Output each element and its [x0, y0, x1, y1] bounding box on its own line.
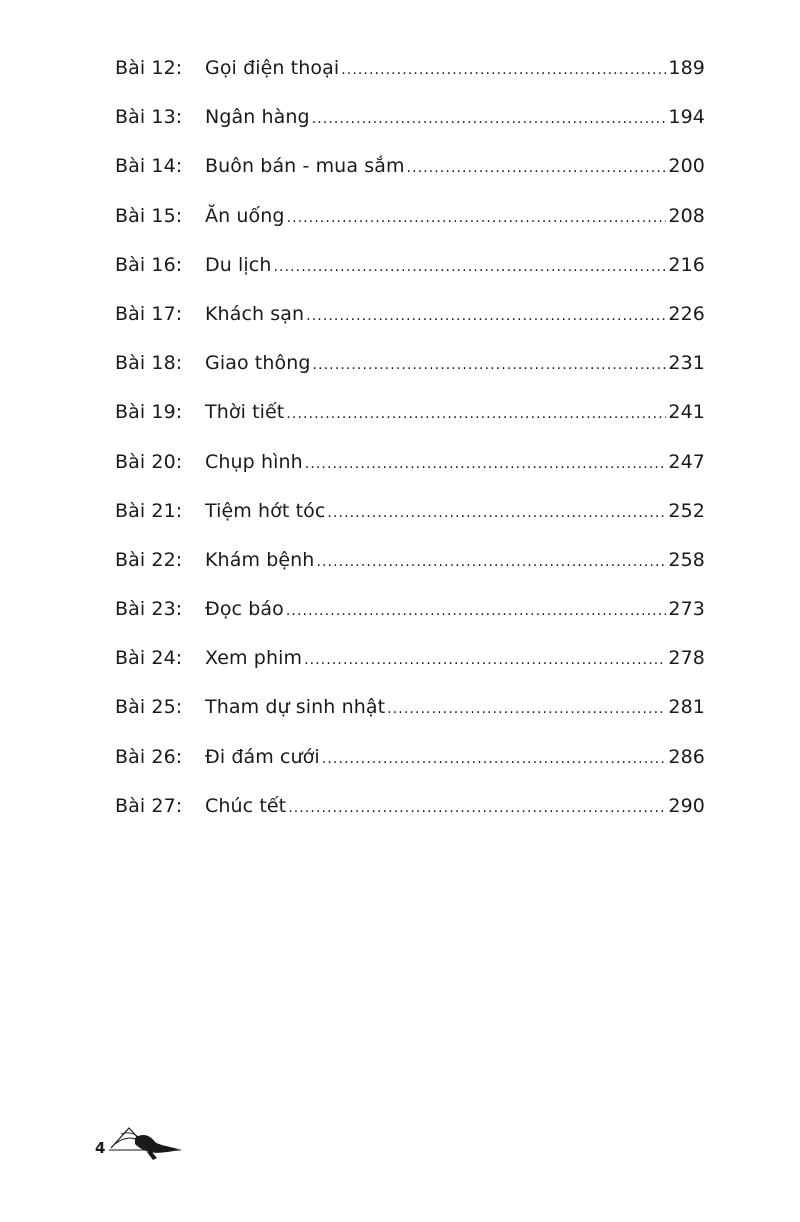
- lesson-title: Chụp hình: [205, 450, 303, 473]
- lesson-title: Khách sạn: [205, 302, 305, 325]
- page-reference: 194: [668, 106, 705, 129]
- page-reference: 241: [668, 401, 705, 424]
- toc-entry-21[interactable]: [115, 500, 705, 549]
- dot-leader: [341, 57, 666, 80]
- lesson-title: Thời tiết: [205, 401, 285, 424]
- toc-entry-24[interactable]: [115, 647, 705, 696]
- toc-entry-20[interactable]: [115, 451, 705, 500]
- lesson-title: Đi đám cưới: [205, 745, 320, 768]
- lesson-number: Bài 12:: [115, 57, 183, 79]
- toc-entry-22[interactable]: [115, 549, 705, 598]
- lesson-title: Giao thông: [205, 352, 311, 375]
- page-reference: 286: [668, 745, 705, 768]
- lesson-number: Bài 23:: [115, 598, 183, 621]
- toc-entry-26[interactable]: [115, 746, 705, 795]
- lesson-number: Bài 16:: [115, 253, 183, 276]
- page-reference: 281: [668, 696, 705, 719]
- dot-leader: [304, 647, 666, 670]
- toc-entry-13[interactable]: [115, 106, 705, 155]
- toc-entry-17[interactable]: [115, 303, 705, 352]
- lesson-number: Bài 22:: [115, 548, 183, 571]
- page-reference: 258: [668, 548, 705, 571]
- toc-entry-19[interactable]: [115, 401, 705, 450]
- toc-entry-16[interactable]: [115, 254, 705, 303]
- dot-leader: [322, 746, 667, 769]
- lesson-number: Bài 20:: [115, 450, 183, 473]
- page-reference: 247: [668, 450, 705, 473]
- lesson-title: Đọc báo: [205, 598, 284, 621]
- lesson-title: Ngân hàng: [205, 106, 310, 129]
- footer-page-number: 4: [95, 1139, 106, 1157]
- dot-leader: [288, 795, 666, 818]
- page-reference: 216: [668, 253, 705, 276]
- lesson-title: Du lịch: [205, 253, 272, 276]
- dot-leader: [407, 155, 667, 178]
- page-reference: 273: [668, 598, 705, 621]
- lesson-number: Bài 19:: [115, 401, 183, 424]
- page-reference: 231: [668, 352, 705, 375]
- lesson-title: Ăn uống: [205, 204, 285, 227]
- lesson-title: Buôn bán - mua sắm: [205, 155, 405, 178]
- lesson-number: Bài 25:: [115, 696, 183, 719]
- hat-and-pen-ornament-icon: [107, 1122, 187, 1162]
- page-reference: 208: [668, 204, 705, 227]
- page-reference: 252: [668, 499, 705, 522]
- dot-leader: [305, 451, 667, 474]
- lesson-title: Xem phim: [205, 647, 303, 670]
- dot-leader: [327, 500, 666, 523]
- lesson-title: Tham dự sinh nhật: [205, 696, 386, 719]
- dot-leader: [312, 106, 667, 129]
- toc-entry-18[interactable]: [115, 352, 705, 401]
- dot-leader: [313, 352, 667, 375]
- page-reference: 278: [668, 647, 705, 670]
- toc-entry-27[interactable]: [115, 795, 705, 844]
- lesson-number: Bài 13:: [115, 106, 183, 129]
- toc-entry-15[interactable]: [115, 205, 705, 254]
- dot-leader: [316, 549, 666, 572]
- toc-entry-25[interactable]: [115, 696, 705, 745]
- lesson-number: Bài 18:: [115, 352, 183, 375]
- lesson-title: Tiệm hớt tóc: [205, 499, 326, 522]
- lesson-title: Chúc tết: [205, 794, 287, 817]
- lesson-number: Bài 17:: [115, 302, 183, 325]
- dot-leader: [387, 696, 666, 719]
- page-footer: [95, 1122, 187, 1162]
- lesson-title: Gọi điện thoại: [205, 57, 340, 79]
- lesson-number: Bài 26:: [115, 745, 183, 768]
- dot-leader: [306, 303, 666, 326]
- lesson-title: Khám bệnh: [205, 548, 315, 571]
- page-reference: 189: [668, 57, 705, 79]
- page-reference: 200: [668, 155, 705, 178]
- lesson-number: Bài 15:: [115, 204, 183, 227]
- table-of-contents: [115, 57, 705, 844]
- toc-entry-14[interactable]: [115, 155, 705, 204]
- page-reference: 290: [668, 794, 705, 817]
- dot-leader: [286, 598, 667, 621]
- lesson-number: Bài 21:: [115, 499, 183, 522]
- dot-leader: [286, 401, 666, 424]
- page-reference: 226: [668, 302, 705, 325]
- dot-leader: [287, 205, 667, 228]
- lesson-number: Bài 24:: [115, 647, 183, 670]
- dot-leader: [273, 254, 666, 277]
- toc-entry-12[interactable]: [115, 57, 705, 106]
- lesson-number: Bài 27:: [115, 794, 183, 817]
- lesson-number: Bài 14:: [115, 155, 183, 178]
- toc-entry-23[interactable]: [115, 598, 705, 647]
